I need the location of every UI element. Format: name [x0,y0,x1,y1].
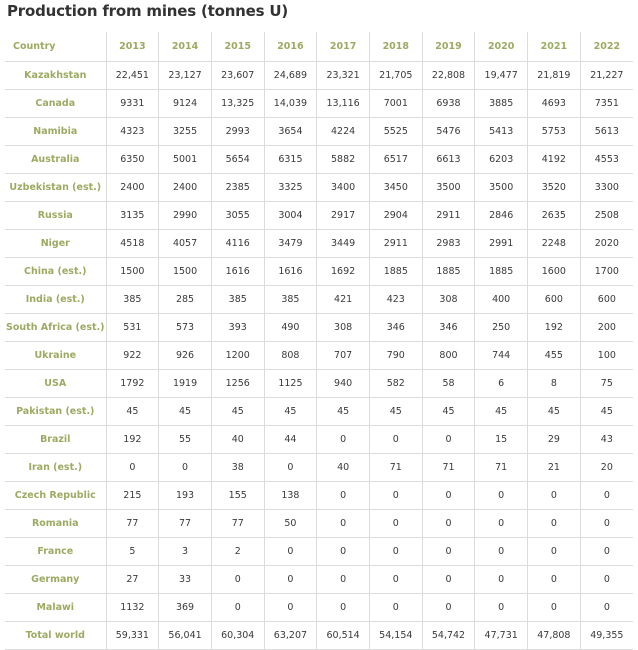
value-cell: 0 [211,594,264,622]
value-cell: 0 [264,538,317,566]
value-cell: 43 [580,426,633,454]
value-cell: 193 [159,482,212,510]
country-cell: Canada [5,90,106,118]
value-cell: 60,304 [211,622,264,650]
value-cell: 45 [159,398,212,426]
value-cell: 54,154 [369,622,422,650]
value-cell: 308 [317,314,370,342]
value-cell: 2385 [211,174,264,202]
value-cell: 77 [106,510,159,538]
value-cell: 215 [106,482,159,510]
value-cell: 790 [369,342,422,370]
value-cell: 0 [528,538,581,566]
value-cell: 71 [422,454,475,482]
value-cell: 1500 [159,258,212,286]
value-cell: 1132 [106,594,159,622]
value-cell: 45 [422,398,475,426]
value-cell: 4553 [580,146,633,174]
value-cell: 3449 [317,230,370,258]
value-cell: 2983 [422,230,475,258]
table-row [5,510,633,538]
value-cell: 3255 [159,118,212,146]
year-column-header: 2022 [580,32,633,62]
country-cell: Australia [5,146,106,174]
value-cell: 6350 [106,146,159,174]
value-cell: 71 [475,454,528,482]
page-title: Production from mines (tonnes U) [7,2,289,20]
value-cell: 0 [475,510,528,538]
value-cell: 1600 [528,258,581,286]
value-cell: 40 [317,454,370,482]
table-row [5,370,633,398]
value-cell: 582 [369,370,422,398]
value-cell: 0 [369,510,422,538]
value-cell: 1885 [422,258,475,286]
value-cell: 6613 [422,146,475,174]
country-cell: Pakistan (est.) [5,398,106,426]
value-cell: 75 [580,370,633,398]
value-cell: 423 [369,286,422,314]
country-cell: USA [5,370,106,398]
table-row [5,230,633,258]
value-cell: 0 [264,594,317,622]
value-cell: 54,742 [422,622,475,650]
value-cell: 346 [422,314,475,342]
value-cell: 45 [106,398,159,426]
value-cell: 0 [422,566,475,594]
value-cell: 192 [106,426,159,454]
value-cell: 5 [106,538,159,566]
value-cell: 5654 [211,146,264,174]
value-cell: 5413 [475,118,528,146]
year-column-header: 2015 [211,32,264,62]
value-cell: 45 [369,398,422,426]
country-cell: China (est.) [5,258,106,286]
value-cell: 3300 [580,174,633,202]
value-cell: 14,039 [264,90,317,118]
value-cell: 0 [369,566,422,594]
value-cell: 1700 [580,258,633,286]
value-cell: 2846 [475,202,528,230]
value-cell: 2 [211,538,264,566]
value-cell: 2911 [369,230,422,258]
value-cell: 2248 [528,230,581,258]
value-cell: 23,127 [159,62,212,90]
value-cell: 3500 [422,174,475,202]
value-cell: 100 [580,342,633,370]
value-cell: 0 [580,566,633,594]
value-cell: 45 [317,398,370,426]
value-cell: 44 [264,426,317,454]
value-cell: 13,325 [211,90,264,118]
value-cell: 0 [422,482,475,510]
value-cell: 23,321 [317,62,370,90]
table-body [5,62,633,650]
value-cell: 47,808 [528,622,581,650]
value-cell: 5001 [159,146,212,174]
table-row [5,286,633,314]
value-cell: 490 [264,314,317,342]
value-cell: 45 [580,398,633,426]
value-cell: 0 [580,538,633,566]
value-cell: 0 [369,594,422,622]
year-column-header: 2013 [106,32,159,62]
value-cell: 3 [159,538,212,566]
value-cell: 24,689 [264,62,317,90]
value-cell: 0 [264,454,317,482]
value-cell: 3325 [264,174,317,202]
value-cell: 393 [211,314,264,342]
value-cell: 250 [475,314,528,342]
value-cell: 0 [422,510,475,538]
value-cell: 531 [106,314,159,342]
value-cell: 49,355 [580,622,633,650]
country-cell: Uzbekistan (est.) [5,174,106,202]
year-column-header: 2020 [475,32,528,62]
table-row [5,538,633,566]
table-row [5,202,633,230]
value-cell: 0 [475,566,528,594]
value-cell: 1200 [211,342,264,370]
country-cell: Kazakhstan [5,62,106,90]
value-cell: 0 [211,566,264,594]
table-row [5,594,633,622]
value-cell: 21 [528,454,581,482]
value-cell: 45 [264,398,317,426]
value-cell: 573 [159,314,212,342]
value-cell: 0 [528,566,581,594]
value-cell: 63,207 [264,622,317,650]
value-cell: 0 [159,454,212,482]
value-cell: 2508 [580,202,633,230]
value-cell: 0 [317,510,370,538]
value-cell: 5525 [369,118,422,146]
year-column-header: 2014 [159,32,212,62]
value-cell: 1919 [159,370,212,398]
value-cell: 1885 [369,258,422,286]
value-cell: 3004 [264,202,317,230]
value-cell: 58 [422,370,475,398]
value-cell: 922 [106,342,159,370]
value-cell: 800 [422,342,475,370]
value-cell: 71 [369,454,422,482]
value-cell: 0 [475,594,528,622]
value-cell: 2993 [211,118,264,146]
value-cell: 0 [369,426,422,454]
value-cell: 400 [475,286,528,314]
value-cell: 3500 [475,174,528,202]
value-cell: 21,705 [369,62,422,90]
value-cell: 59,331 [106,622,159,650]
value-cell: 421 [317,286,370,314]
table-row [5,146,633,174]
value-cell: 15 [475,426,528,454]
value-cell: 0 [264,566,317,594]
value-cell: 2917 [317,202,370,230]
value-cell: 4192 [528,146,581,174]
value-cell: 5613 [580,118,633,146]
table-row [5,398,633,426]
table-row [5,90,633,118]
value-cell: 3135 [106,202,159,230]
table-row [5,454,633,482]
table-row [5,174,633,202]
value-cell: 40 [211,426,264,454]
value-cell: 600 [580,286,633,314]
value-cell: 0 [422,538,475,566]
value-cell: 707 [317,342,370,370]
value-cell: 1125 [264,370,317,398]
value-cell: 21,819 [528,62,581,90]
value-cell: 45 [211,398,264,426]
value-cell: 1792 [106,370,159,398]
country-cell: Czech Republic [5,482,106,510]
value-cell: 5476 [422,118,475,146]
value-cell: 8 [528,370,581,398]
value-cell: 2400 [159,174,212,202]
value-cell: 0 [369,538,422,566]
value-cell: 22,808 [422,62,475,90]
value-cell: 5882 [317,146,370,174]
value-cell: 926 [159,342,212,370]
value-cell: 6938 [422,90,475,118]
country-cell: Ukraine [5,342,106,370]
country-cell: Namibia [5,118,106,146]
value-cell: 3520 [528,174,581,202]
value-cell: 20 [580,454,633,482]
table-row [5,62,633,90]
value-cell: 4323 [106,118,159,146]
country-cell: Romania [5,510,106,538]
value-cell: 6517 [369,146,422,174]
value-cell: 4057 [159,230,212,258]
value-cell: 2904 [369,202,422,230]
value-cell: 0 [580,510,633,538]
value-cell: 2635 [528,202,581,230]
table-row [5,314,633,342]
value-cell: 5753 [528,118,581,146]
table-row [5,482,633,510]
year-column-header: 2019 [422,32,475,62]
value-cell: 0 [422,594,475,622]
value-cell: 50 [264,510,317,538]
value-cell: 4116 [211,230,264,258]
table-header-row [5,32,633,62]
value-cell: 0 [475,538,528,566]
country-cell: Total world [5,622,106,650]
value-cell: 0 [106,454,159,482]
value-cell: 0 [422,426,475,454]
country-cell: Russia [5,202,106,230]
value-cell: 1692 [317,258,370,286]
value-cell: 7001 [369,90,422,118]
value-cell: 0 [528,510,581,538]
table-row [5,426,633,454]
year-column-header: 2018 [369,32,422,62]
country-cell: Malawi [5,594,106,622]
value-cell: 38 [211,454,264,482]
value-cell: 19,477 [475,62,528,90]
value-cell: 33 [159,566,212,594]
value-cell: 0 [580,482,633,510]
value-cell: 385 [106,286,159,314]
value-cell: 3055 [211,202,264,230]
value-cell: 455 [528,342,581,370]
value-cell: 0 [369,482,422,510]
production-table [5,32,633,650]
value-cell: 2400 [106,174,159,202]
value-cell: 2020 [580,230,633,258]
value-cell: 0 [317,594,370,622]
value-cell: 6315 [264,146,317,174]
value-cell: 600 [528,286,581,314]
value-cell: 308 [422,286,475,314]
country-cell: Brazil [5,426,106,454]
value-cell: 0 [475,482,528,510]
value-cell: 7351 [580,90,633,118]
value-cell: 77 [159,510,212,538]
value-cell: 1256 [211,370,264,398]
value-cell: 4518 [106,230,159,258]
country-cell: Germany [5,566,106,594]
value-cell: 0 [580,594,633,622]
value-cell: 808 [264,342,317,370]
table-row [5,342,633,370]
value-cell: 13,116 [317,90,370,118]
table-row [5,118,633,146]
value-cell: 3450 [369,174,422,202]
value-cell: 77 [211,510,264,538]
value-cell: 6 [475,370,528,398]
value-cell: 192 [528,314,581,342]
country-cell: Iran (est.) [5,454,106,482]
value-cell: 3654 [264,118,317,146]
value-cell: 385 [211,286,264,314]
value-cell: 0 [528,482,581,510]
value-cell: 385 [264,286,317,314]
value-cell: 0 [317,538,370,566]
value-cell: 2990 [159,202,212,230]
year-column-header: 2017 [317,32,370,62]
value-cell: 744 [475,342,528,370]
value-cell: 0 [528,594,581,622]
value-cell: 285 [159,286,212,314]
country-cell: Niger [5,230,106,258]
value-cell: 9331 [106,90,159,118]
value-cell: 2991 [475,230,528,258]
value-cell: 45 [528,398,581,426]
year-column-header: 2016 [264,32,317,62]
country-cell: South Africa (est.) [5,314,106,342]
table-row [5,566,633,594]
value-cell: 45 [475,398,528,426]
value-cell: 47,731 [475,622,528,650]
country-column-header: Country [5,32,106,62]
value-cell: 155 [211,482,264,510]
value-cell: 940 [317,370,370,398]
value-cell: 0 [317,566,370,594]
value-cell: 0 [317,426,370,454]
value-cell: 4224 [317,118,370,146]
value-cell: 9124 [159,90,212,118]
value-cell: 21,227 [580,62,633,90]
year-column-header: 2021 [528,32,581,62]
value-cell: 0 [317,482,370,510]
country-cell: France [5,538,106,566]
value-cell: 369 [159,594,212,622]
value-cell: 23,607 [211,62,264,90]
total-row [5,622,633,650]
value-cell: 1616 [264,258,317,286]
value-cell: 3400 [317,174,370,202]
value-cell: 3885 [475,90,528,118]
value-cell: 56,041 [159,622,212,650]
value-cell: 6203 [475,146,528,174]
value-cell: 2911 [422,202,475,230]
value-cell: 55 [159,426,212,454]
value-cell: 3479 [264,230,317,258]
value-cell: 1885 [475,258,528,286]
value-cell: 200 [580,314,633,342]
value-cell: 60,514 [317,622,370,650]
value-cell: 22,451 [106,62,159,90]
value-cell: 4693 [528,90,581,118]
value-cell: 29 [528,426,581,454]
value-cell: 1616 [211,258,264,286]
value-cell: 346 [369,314,422,342]
value-cell: 138 [264,482,317,510]
value-cell: 27 [106,566,159,594]
table-row [5,258,633,286]
country-cell: India (est.) [5,286,106,314]
value-cell: 1500 [106,258,159,286]
